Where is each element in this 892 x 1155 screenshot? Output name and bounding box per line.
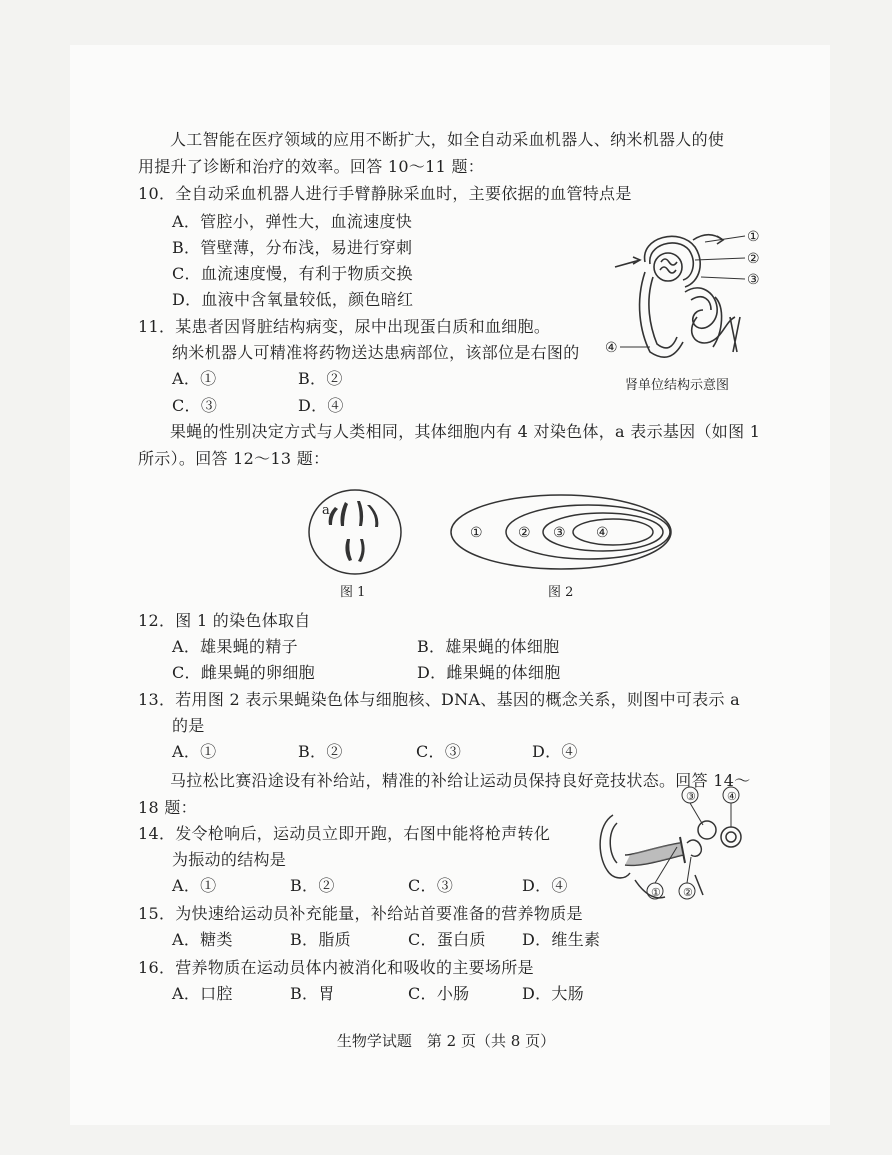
nephron-label-1: ①	[747, 229, 760, 245]
q11-option-c: C．③	[172, 396, 218, 415]
figure-1-caption: 图 1	[340, 585, 366, 600]
q10-option-a: A．管腔小，弹性大，血流速度快	[172, 212, 413, 231]
page-footer: 生物学试题 第 2 页（共 8 页）	[336, 1032, 556, 1050]
q10-stem: 10．全自动采血机器人进行手臂静脉采血时，主要依据的血管特点是	[138, 184, 632, 203]
intro-1-line-2: 用提升了诊断和治疗的效率。回答 10～11 题：	[138, 157, 485, 176]
q16-option-b: B．胃	[290, 984, 335, 1003]
ear-label-4: ④	[727, 790, 737, 803]
ear-label-1: ①	[651, 886, 661, 899]
q14-stem-2: 为振动的结构是	[172, 850, 287, 869]
q12-stem: 12．图 1 的染色体取自	[138, 611, 311, 630]
nephron-label-3: ③	[747, 272, 760, 288]
q10-option-b: B．管壁薄，分布浅，易进行穿刺	[172, 238, 413, 257]
q15-option-c: C．蛋白质	[408, 930, 486, 949]
fig2-label-3: ③	[553, 525, 566, 541]
q11-option-b: B．②	[298, 369, 343, 388]
intro-2-line-1: 果蝇的性别决定方式与人类相同，其体细胞内有 4 对染色体，a 表示基因（如图 1	[170, 422, 761, 441]
concept-nested-ellipses	[448, 492, 674, 572]
q14-option-a: A．①	[172, 876, 217, 895]
q12-option-b: B．雄果蝇的体细胞	[417, 637, 560, 656]
q12-option-c: C．雌果蝇的卵细胞	[172, 663, 315, 682]
ear-label-3: ③	[686, 790, 696, 803]
q14-option-b: B．②	[290, 876, 335, 895]
q15-option-d: D．维生素	[522, 930, 601, 949]
intro-3-line-1: 马拉松比赛沿途设有补给站，精准的补给让运动员保持良好竞技状态。回答 14～	[170, 771, 751, 790]
ear-diagram	[595, 785, 755, 905]
q11-stem-1: 11．某患者因肾脏结构病变，尿中出现蛋白质和血细胞。	[138, 317, 551, 336]
q11-option-a: A．①	[172, 369, 217, 388]
q10-option-d: D．血液中含氧量较低，颜色暗红	[172, 290, 414, 309]
q11-stem-2: 纳米机器人可精准将药物送达患病部位，该部位是右图的	[172, 343, 580, 362]
fig2-label-2: ②	[518, 525, 531, 541]
q16-option-a: A．口腔	[172, 984, 233, 1003]
intro-3-line-2: 18 题：	[138, 798, 197, 817]
q13-option-b: B．②	[298, 742, 343, 761]
fig2-label-4: ④	[596, 525, 609, 541]
q15-option-b: B．脂质	[290, 930, 351, 949]
q11-option-d: D．④	[298, 396, 344, 415]
q13-option-c: C．③	[416, 742, 462, 761]
q16-stem: 16．营养物质在运动员体内被消化和吸收的主要场所是	[138, 958, 534, 977]
q13-option-d: D．④	[532, 742, 578, 761]
nephron-caption: 肾单位结构示意图	[625, 378, 730, 393]
q14-stem-1: 14．发令枪响后，运动员立即开跑，右图中能将枪声转化	[138, 824, 551, 843]
nephron-label-4: ④	[605, 340, 618, 356]
q16-option-d: D．大肠	[522, 984, 585, 1003]
q15-stem: 15．为快速给运动员补充能量，补给站首要准备的营养物质是	[138, 904, 583, 923]
q14-option-c: C．③	[408, 876, 454, 895]
nephron-diagram	[605, 222, 765, 372]
q12-option-a: A．雄果蝇的精子	[172, 637, 298, 656]
q13-option-a: A．①	[172, 742, 217, 761]
q15-option-a: A．糖类	[172, 930, 233, 949]
nephron-label-2: ②	[747, 251, 760, 267]
ellipse-inner	[573, 519, 653, 545]
q16-option-c: C．小肠	[408, 984, 470, 1003]
ear-label-2: ②	[683, 886, 693, 899]
intro-2-line-2: 所示）。回答 12～13 题：	[138, 449, 330, 468]
q14-option-d: D．④	[522, 876, 568, 895]
q10-option-c: C．血流速度慢，有利于物质交换	[172, 264, 413, 283]
q13-stem-2: 的是	[172, 716, 205, 735]
intro-1-line-1: 人工智能在医疗领域的应用不断扩大，如全自动采血机器人、纳米机器人的使	[170, 130, 725, 149]
q13-stem-1: 13．若用图 2 表示果蝇染色体与细胞核、DNA、基因的概念关系，则图中可表示 a	[138, 690, 741, 709]
figure-2-caption: 图 2	[548, 585, 574, 600]
chromosome-cell-figure	[305, 487, 405, 577]
q12-option-d: D．雌果蝇的体细胞	[417, 663, 561, 682]
gene-label-a: a	[322, 503, 330, 518]
fig2-label-1: ①	[470, 525, 483, 541]
